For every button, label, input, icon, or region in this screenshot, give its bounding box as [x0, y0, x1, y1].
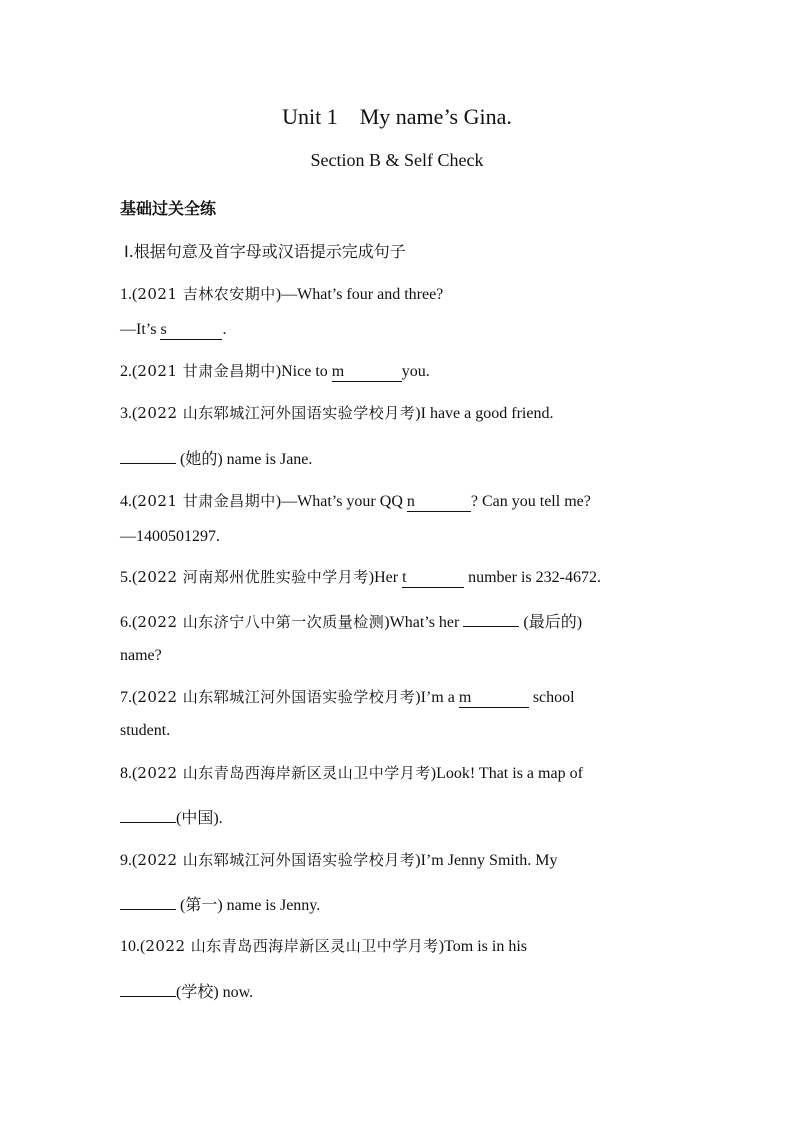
section-heading: 基础过关全练: [120, 199, 217, 218]
question-4-line-2: [120, 528, 220, 546]
question-10-line-1: [120, 935, 527, 956]
question-5-line-1: [120, 566, 601, 588]
answer-blank[interactable]: [332, 363, 402, 382]
question-source: 2022 山东青岛西海岸新区灵山卫中学月考: [145, 937, 439, 955]
question-9-line-1: [120, 849, 558, 870]
question-3-line-2: [120, 446, 312, 469]
unit-number: Unit 1: [282, 104, 338, 129]
answer-blank[interactable]: [120, 895, 176, 910]
question-text: school: [528, 689, 575, 706]
question-6-line-1: [120, 609, 582, 632]
question-source: 2022 山东郓城江河外国语实验学校月考: [137, 688, 416, 706]
question-3-line-1: [120, 402, 553, 423]
question-6-line-2: [120, 647, 162, 665]
question-number: 8.(: [120, 765, 138, 782]
question-source: 2022 山东济宁八中第一次质量检测: [137, 613, 385, 631]
question-number: 3.(: [120, 405, 138, 422]
answer-blank[interactable]: [463, 612, 519, 627]
answer-blank[interactable]: [160, 321, 222, 340]
question-text: (中国).: [176, 810, 223, 827]
question-text: (学校) now.: [176, 984, 254, 1001]
question-text: )What’s her: [384, 614, 464, 631]
part-heading: Ⅰ.根据句意及首字母或汉语提示完成句子: [124, 242, 406, 261]
question-source: 2021 甘肃金昌期中: [137, 492, 276, 510]
answer-blank[interactable]: [120, 982, 176, 997]
question-source: 2021 吉林农安期中: [137, 285, 276, 303]
question-text: —It’s: [120, 321, 161, 338]
question-text: .: [222, 321, 227, 338]
question-text: )—What’s your QQ: [275, 493, 407, 510]
question-7-line-2: [120, 722, 170, 740]
answer-blank[interactable]: [407, 493, 471, 512]
first-letter-hint: m: [458, 689, 472, 706]
question-text: student.: [120, 722, 171, 739]
question-source: 2022 山东青岛西海岸新区灵山卫中学月考: [137, 764, 431, 782]
question-text: —1400501297.: [120, 528, 220, 545]
question-7-line-1: [120, 686, 575, 708]
answer-blank[interactable]: [120, 808, 176, 823]
first-letter-hint: m: [331, 363, 345, 380]
question-source: 2022 山东郓城江河外国语实验学校月考: [137, 404, 416, 422]
question-number: 1.(: [120, 286, 138, 303]
question-text: name?: [120, 647, 162, 664]
answer-blank[interactable]: [459, 689, 529, 708]
question-1-line-2: [120, 321, 226, 340]
answer-blank[interactable]: [402, 569, 464, 588]
first-letter-hint: s: [160, 321, 167, 338]
question-text: )I have a good friend.: [415, 405, 554, 422]
question-text: (最后的): [519, 614, 583, 631]
question-text: )—What’s four and three?: [275, 286, 444, 303]
question-source: 2021 甘肃金昌期中: [137, 362, 276, 380]
question-source: 2022 河南郑州优胜实验中学月考: [137, 568, 369, 586]
unit-name: My name’s Gina.: [359, 104, 512, 129]
question-number: 2.(: [120, 363, 138, 380]
first-letter-hint: t: [402, 569, 407, 586]
answer-blank[interactable]: [120, 449, 176, 464]
question-text: (她的) name is Jane.: [176, 451, 313, 468]
unit-title: [0, 104, 794, 130]
question-2-line-1: [120, 360, 430, 382]
question-number: 7.(: [120, 689, 138, 706]
question-9-line-2: [120, 892, 320, 915]
question-4-line-1: [120, 490, 591, 512]
question-number: 4.(: [120, 493, 138, 510]
question-10-line-2: [120, 979, 253, 1002]
question-number: 6.(: [120, 614, 138, 631]
question-text: ? Can you tell me?: [470, 493, 591, 510]
section-subtitle: Section B & Self Check: [310, 150, 484, 170]
question-number: 10.(: [120, 938, 146, 955]
question-text: )Her: [368, 569, 403, 586]
question-text: )Tom is in his: [438, 938, 527, 955]
question-text: number is 232-4672.: [464, 569, 601, 586]
question-text: (第一) name is Jenny.: [176, 897, 321, 914]
question-text: )I’m Jenny Smith. My: [415, 852, 558, 869]
question-number: 9.(: [120, 852, 138, 869]
question-1-line-1: [120, 283, 443, 304]
first-letter-hint: n: [406, 493, 415, 510]
question-8-line-1: [120, 762, 583, 783]
question-source: 2022 山东郓城江河外国语实验学校月考: [137, 851, 416, 869]
question-text: )I’m a: [415, 689, 459, 706]
question-text: )Nice to: [275, 363, 332, 380]
question-8-line-2: [120, 805, 223, 828]
question-text: )Look! That is a map of: [430, 765, 583, 782]
question-number: 5.(: [120, 569, 138, 586]
question-text: you.: [401, 363, 430, 380]
